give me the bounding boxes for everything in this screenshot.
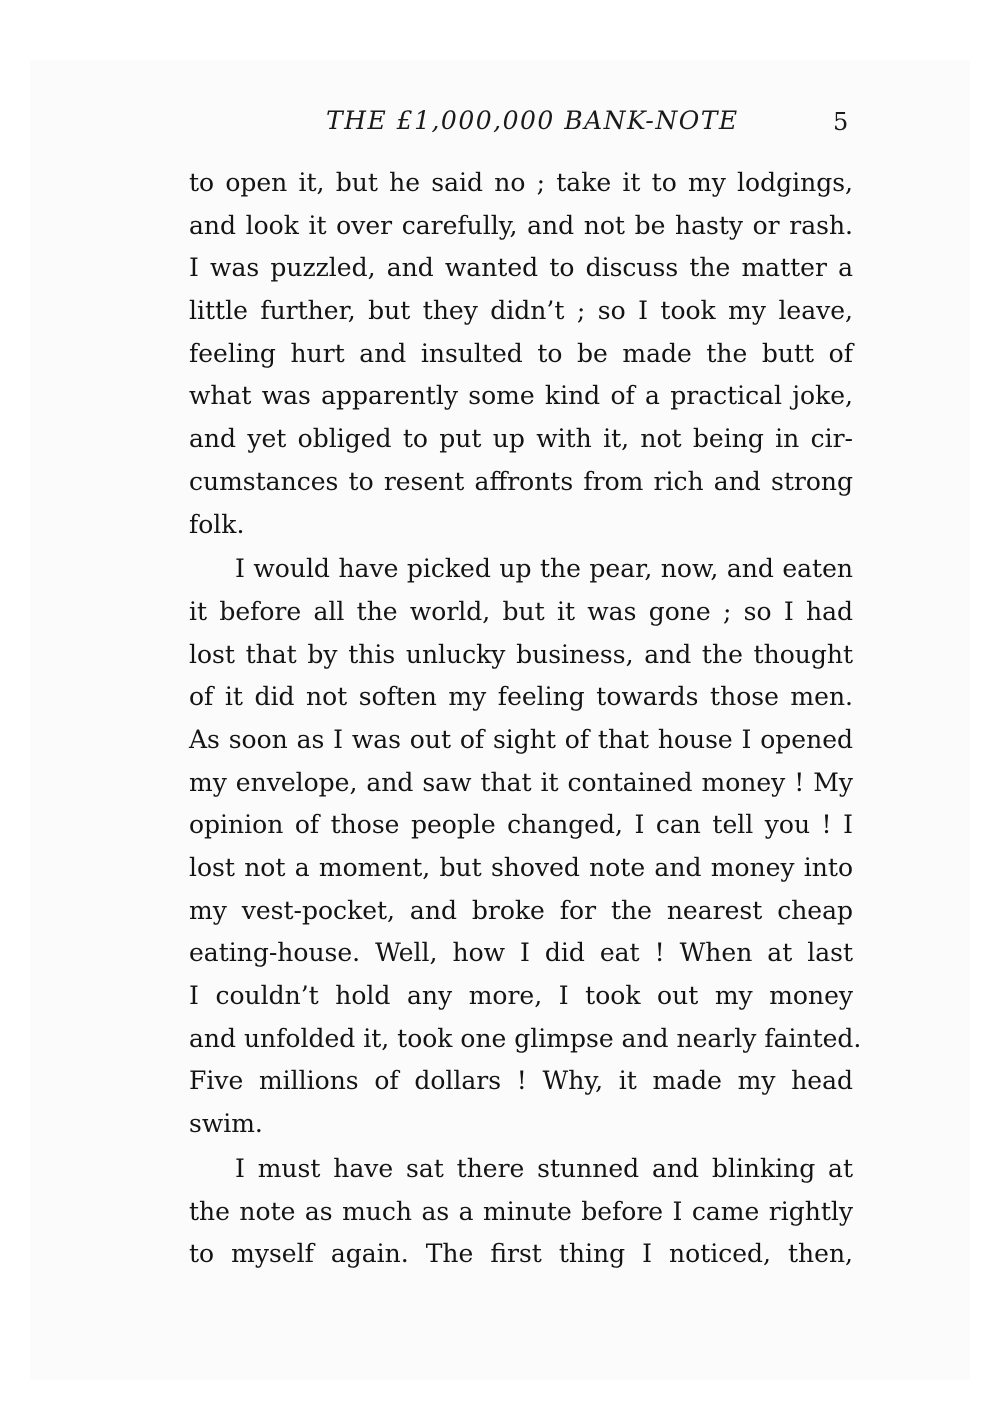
text-line: opinion of those people changed, I can tell you ! I — [189, 810, 853, 840]
running-title: THE £1,000,000 BANK-NOTE — [326, 106, 739, 135]
text-line: folk. — [189, 509, 245, 539]
text-line: I must have sat there stunned and blinking at — [235, 1153, 853, 1183]
text-line: cumstances to resent affronts from rich and strong — [189, 466, 853, 496]
text-line: lost not a moment, but shoved note and money into — [189, 853, 853, 882]
text-line: I would have picked up the pear, now, and eaten — [235, 554, 853, 584]
text-line: lost that by this unlucky business, and the thought — [189, 639, 853, 669]
text-line: I couldn’t hold any more, I took out my money — [189, 981, 853, 1011]
body-text — [189, 162, 862, 1276]
text-line: to open it, but he said no ; take it to my lodgings, — [189, 168, 853, 197]
text-line: it before all the world, but it was gone ; so I had — [189, 596, 853, 626]
text-line: to myself again. The first thing I noticed, then, — [189, 1239, 853, 1269]
text-line: my vest-pocket, and broke for the nearest cheap — [189, 895, 853, 925]
text-line: swim. — [189, 1109, 263, 1139]
text-line: of it did not soften my feeling towards those men. — [189, 682, 853, 712]
text-line: my envelope, and saw that it contained money ! My — [189, 767, 853, 797]
text-line: As soon as I was out of sight of that house I opened — [189, 724, 853, 754]
text-line: and look it over carefully, and not be hasty or rash. — [189, 210, 853, 240]
paragraph — [189, 548, 862, 1146]
text-line: little further, but they didn’t ; so I took my leave, — [189, 296, 853, 326]
running-head — [0, 106, 1000, 146]
page-number: 5 — [833, 108, 849, 136]
text-line: feeling hurt and insulted to be made the butt of — [189, 338, 853, 368]
text-line: and unfolded it, took one glimpse and nearly fainted. — [189, 1023, 862, 1053]
text-line: what was apparently some kind of a practical joke, — [189, 381, 853, 411]
text-line: the note as much as a minute before I came rightly — [189, 1196, 853, 1226]
text-line: eating-house. Well, how I did eat ! When at last — [189, 938, 853, 968]
text-line: and yet obliged to put up with it, not being in cir- — [189, 424, 853, 454]
paragraph — [189, 162, 853, 546]
paragraph — [189, 1148, 853, 1276]
text-line: I was puzzled, and wanted to discuss the matter a — [189, 253, 853, 283]
text-line: Five millions of dollars ! Why, it made my head — [189, 1066, 853, 1096]
